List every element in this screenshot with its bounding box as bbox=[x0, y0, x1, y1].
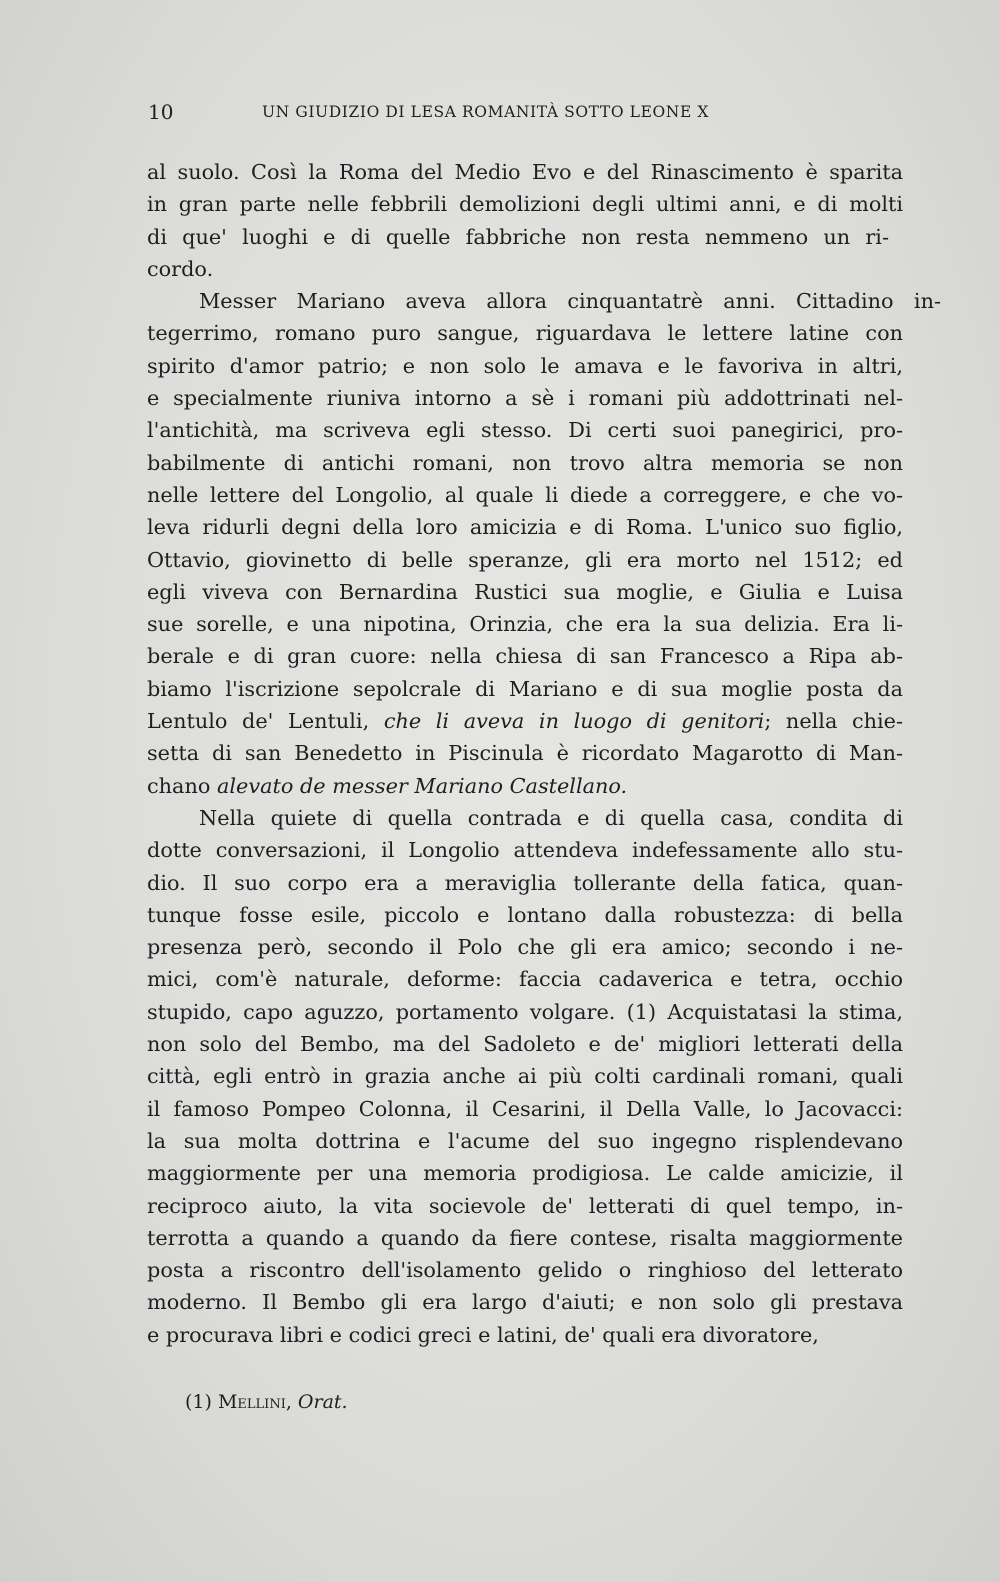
text-segment: chano bbox=[147, 773, 217, 798]
text-line bbox=[147, 1254, 903, 1286]
text-segment: non solo del Bembo, ma del Sadoleto e de' migliori letterati della bbox=[147, 1032, 903, 1057]
text-line bbox=[147, 414, 903, 446]
text-line bbox=[147, 640, 903, 672]
text-segment: il famoso Pompeo Colonna, il Cesarini, il Della Valle, lo Jacovacci: bbox=[147, 1096, 903, 1121]
text-line bbox=[147, 447, 903, 479]
footnote bbox=[185, 1391, 348, 1413]
text-line bbox=[147, 1060, 903, 1092]
text-line bbox=[147, 221, 889, 253]
text-segment: Messer Mariano aveva allora cinquantatrè anni. Cittadino in- bbox=[199, 289, 941, 314]
italic-segment: alevato de messer Mariano Castellano. bbox=[216, 773, 628, 798]
text-segment: sue sorelle, e una nipotina, Orinzia, che era la sua delizia. Era li- bbox=[147, 612, 903, 637]
text-line bbox=[147, 1157, 903, 1189]
text-line bbox=[147, 350, 903, 382]
text-segment: maggiormente per una memoria prodigiosa. Le calde amicizie, il bbox=[147, 1161, 903, 1186]
text-line bbox=[147, 834, 903, 866]
text-segment: di que' luoghi e di quelle fabbriche non resta nemmeno un ri- bbox=[147, 224, 889, 249]
footnote-marker: (1) bbox=[185, 1391, 212, 1413]
text-line bbox=[147, 188, 903, 220]
text-segment: biamo l'iscrizione sepolcrale di Mariano e di sua moglie posta da bbox=[147, 676, 903, 701]
text-segment: al suolo. Così la Roma del Medio Evo e del Rinascimento è sparita bbox=[147, 160, 903, 184]
text-segment: dotte conversazioni, il Longolio attendeva indefessamente allo stu- bbox=[147, 838, 903, 863]
text-segment: e specialmente riuniva intorno a sè i romani più addottrinati nel- bbox=[147, 386, 903, 411]
text-segment: cordo. bbox=[147, 256, 214, 281]
text-segment: setta di san Benedetto in Piscinula è ricordato Magarotto di Man- bbox=[147, 741, 903, 766]
page-number: 10 bbox=[148, 100, 174, 124]
text-segment: e procurava libri e codici greci e latini, de' quali era divoratore, bbox=[147, 1322, 819, 1347]
text-segment: dio. Il suo corpo era a meraviglia tollerante della fatica, quan- bbox=[147, 870, 903, 895]
text-segment: spirito d'amor patrio; e non solo le amava e le favoriva in altri, bbox=[147, 353, 903, 378]
text-segment: terrotta a quando a quando da fiere contese, risalta maggiormente bbox=[147, 1225, 903, 1250]
text-line bbox=[147, 705, 903, 737]
text-line bbox=[147, 802, 903, 834]
text-segment: tunque fosse esile, piccolo e lontano dalla robustezza: di bella bbox=[147, 902, 903, 927]
text-line bbox=[147, 673, 903, 705]
page-header bbox=[148, 100, 758, 130]
text-segment: berale e di gran cuore: nella chiesa di san Francesco a Ripa ab- bbox=[147, 644, 903, 669]
text-segment: egli viveva con Bernardina Rustici sua moglie, e Giulia e Luisa bbox=[147, 579, 903, 604]
text-segment: tegerrimo, romano puro sangue, riguardava le lettere latine con bbox=[147, 321, 903, 346]
text-segment: stupido, capo aguzzo, portamento volgare. (1) Acquistatasi la stima, bbox=[147, 999, 903, 1024]
text-line bbox=[147, 544, 903, 576]
text-segment: presenza però, secondo il Polo che gli era amico; secondo i ne- bbox=[147, 935, 903, 960]
text-line bbox=[147, 1319, 903, 1351]
text-line bbox=[147, 867, 903, 899]
text-segment: nelle lettere del Longolio, al quale li diede a correggere, e che vo- bbox=[147, 482, 903, 507]
text-line bbox=[147, 479, 903, 511]
text-segment: mici, com'è naturale, deforme: faccia cadaverica e tetra, occhio bbox=[147, 967, 903, 992]
text-line bbox=[147, 1222, 903, 1254]
text-segment: reciproco aiuto, la vita socievole de' letterati di quel tempo, in- bbox=[147, 1193, 903, 1218]
text-segment: Lentulo de' Lentuli, bbox=[147, 709, 384, 734]
text-line bbox=[147, 963, 903, 995]
text-line bbox=[147, 253, 903, 285]
text-line bbox=[147, 382, 903, 414]
text-line bbox=[147, 1125, 903, 1157]
text-segment: Ottavio, giovinetto di belle speranze, gli era morto nel 1512; ed bbox=[147, 547, 903, 572]
running-title: UN GIUDIZIO DI LESA ROMANITÀ SOTTO LEONE X bbox=[262, 103, 710, 121]
text-segment: l'antichità, ma scriveva egli stesso. Di certi suoi panegirici, pro- bbox=[147, 418, 903, 443]
text-line bbox=[147, 156, 903, 188]
text-segment: babilmente di antichi romani, non trovo altra memoria se non bbox=[147, 450, 903, 475]
text-segment: moderno. Il Bembo gli era largo d'aiuti; e non solo gli prestava bbox=[147, 1290, 903, 1315]
text-line bbox=[147, 1093, 903, 1125]
text-segment: città, egli entrò in grazia anche ai più colti cardinali romani, quali bbox=[147, 1064, 903, 1089]
text-line bbox=[147, 770, 903, 802]
text-line bbox=[147, 285, 941, 317]
text-line bbox=[147, 511, 903, 543]
footnote-author: Mellini, bbox=[217, 1391, 292, 1413]
text-segment: in gran parte nelle febbrili demolizioni degli ultimi anni, e di molti bbox=[147, 192, 903, 217]
text-line bbox=[147, 899, 903, 931]
italic-segment: che li aveva in luogo di genitori bbox=[383, 709, 765, 734]
text-segment: ; nella chie- bbox=[764, 709, 903, 734]
text-line bbox=[147, 317, 903, 349]
text-segment: leva ridurli degni della loro amicizia e di Roma. L'unico suo figlio, bbox=[147, 515, 903, 540]
text-segment: Nella quiete di quella contrada e di quella casa, condita di bbox=[199, 805, 903, 830]
text-line bbox=[147, 576, 903, 608]
text-line bbox=[147, 1190, 903, 1222]
text-segment: la sua molta dottrina e l'acume del suo ingegno risplendevano bbox=[147, 1128, 903, 1153]
text-line bbox=[147, 1028, 903, 1060]
text-segment: posta a riscontro dell'isolamento gelido o ringhioso del letterato bbox=[147, 1258, 903, 1283]
text-line bbox=[147, 1286, 903, 1318]
text-line bbox=[147, 608, 903, 640]
text-line bbox=[147, 996, 903, 1028]
text-line bbox=[147, 931, 903, 963]
footnote-title: Orat. bbox=[297, 1391, 348, 1413]
text-line bbox=[147, 737, 903, 769]
body-text bbox=[147, 156, 941, 1351]
